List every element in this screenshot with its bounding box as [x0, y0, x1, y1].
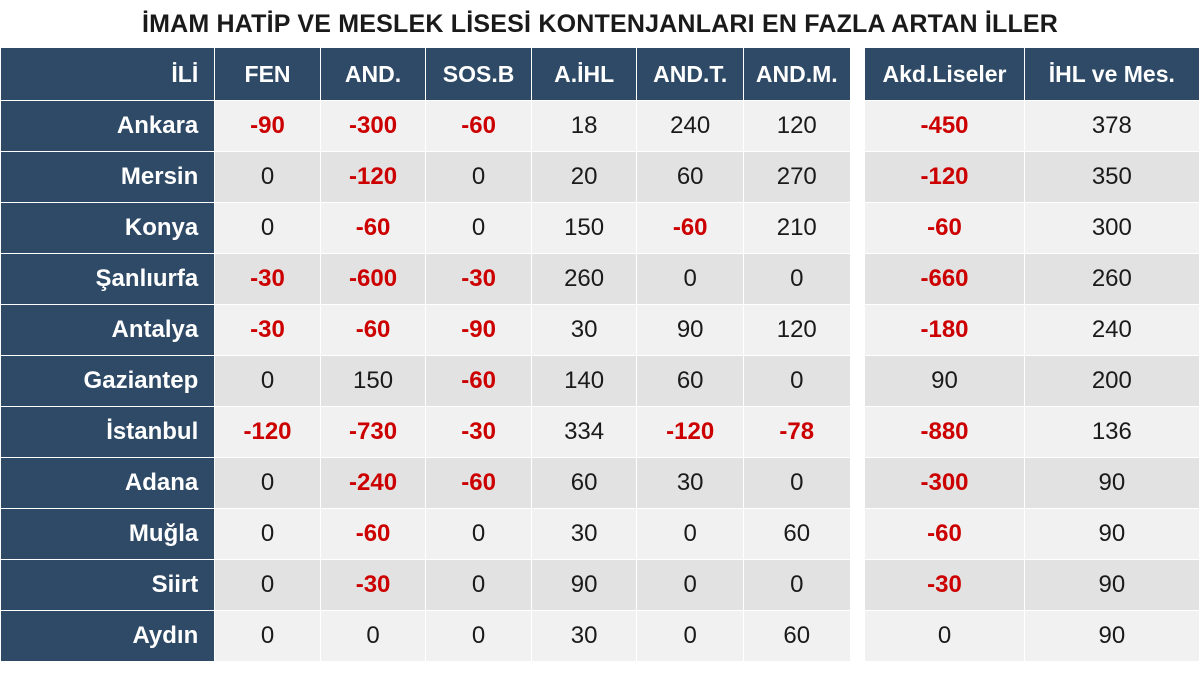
page-title: İMAM HATİP VE MESLEK LİSESİ KONTENJANLARI EN FAZLA ARTAN İLLER [141, 10, 1059, 38]
cell-value: -120 [215, 407, 321, 458]
cell-value: -730 [320, 407, 426, 458]
cell-summary-value: 300 [1024, 203, 1199, 254]
cell-summary-value: 378 [1024, 101, 1199, 152]
row-province-label: Siirt [1, 560, 215, 611]
cell-value: 30 [531, 611, 637, 662]
column-header-andt: AND.T. [637, 48, 744, 101]
cell-value: 30 [637, 458, 744, 509]
row-gap [850, 152, 865, 203]
table-row [1, 101, 1200, 152]
cell-value: 0 [637, 560, 744, 611]
row-province-label: Gaziantep [1, 356, 215, 407]
cell-value: 0 [426, 560, 532, 611]
row-gap [850, 356, 865, 407]
row-province-label: Antalya [1, 305, 215, 356]
cell-value: -60 [426, 458, 532, 509]
cell-summary-value: -120 [865, 152, 1024, 203]
column-header-andm: AND.M. [743, 48, 850, 101]
cell-value: -240 [320, 458, 426, 509]
cell-value: -120 [320, 152, 426, 203]
cell-value: 20 [531, 152, 637, 203]
cell-value: 0 [215, 458, 321, 509]
cell-value: -60 [320, 509, 426, 560]
cell-value: -78 [743, 407, 850, 458]
cell-value: 30 [531, 305, 637, 356]
cell-summary-value: 260 [1024, 254, 1199, 305]
cell-value: -600 [320, 254, 426, 305]
row-province-label: Ankara [1, 101, 215, 152]
cell-value: 120 [743, 305, 850, 356]
cell-summary-value: -300 [865, 458, 1024, 509]
cell-value: 0 [426, 203, 532, 254]
cell-value: 0 [215, 203, 321, 254]
cell-summary-value: -60 [865, 509, 1024, 560]
quota-table [0, 47, 1200, 662]
cell-value: -60 [426, 356, 532, 407]
cell-value: -30 [215, 305, 321, 356]
cell-value: 60 [637, 152, 744, 203]
cell-value: -30 [215, 254, 321, 305]
cell-value: 260 [531, 254, 637, 305]
row-gap [850, 101, 865, 152]
cell-summary-value: 90 [1024, 560, 1199, 611]
header-row [1, 48, 1200, 101]
cell-value: 90 [637, 305, 744, 356]
row-province-label: Şanlıurfa [1, 254, 215, 305]
column-header-aihl: A.İHL [531, 48, 637, 101]
cell-summary-value: -180 [865, 305, 1024, 356]
row-province-label: Mersin [1, 152, 215, 203]
cell-summary-value: 90 [865, 356, 1024, 407]
cell-value: 270 [743, 152, 850, 203]
cell-value: 60 [743, 509, 850, 560]
cell-value: -60 [320, 203, 426, 254]
row-gap [850, 407, 865, 458]
cell-value: 120 [743, 101, 850, 152]
cell-value: 0 [743, 356, 850, 407]
cell-value: 30 [531, 509, 637, 560]
row-gap [850, 254, 865, 305]
cell-value: 210 [743, 203, 850, 254]
cell-summary-value: 240 [1024, 305, 1199, 356]
table-row [1, 254, 1200, 305]
column-header-province: İLİ [1, 48, 215, 101]
column-gap [850, 48, 865, 101]
cell-value: 0 [320, 611, 426, 662]
cell-value: -120 [637, 407, 744, 458]
cell-value: 240 [637, 101, 744, 152]
column-header-ihl-ve-mes: İHL ve Mes. [1024, 48, 1199, 101]
table-row [1, 458, 1200, 509]
table-row [1, 152, 1200, 203]
cell-value: 0 [743, 560, 850, 611]
cell-value: 0 [426, 509, 532, 560]
table-row [1, 407, 1200, 458]
cell-value: 140 [531, 356, 637, 407]
cell-value: -30 [426, 407, 532, 458]
row-gap [850, 203, 865, 254]
table-row [1, 356, 1200, 407]
cell-summary-value: -450 [865, 101, 1024, 152]
table-row [1, 560, 1200, 611]
row-province-label: Adana [1, 458, 215, 509]
cell-value: -30 [426, 254, 532, 305]
table-body [1, 101, 1200, 662]
row-province-label: Konya [1, 203, 215, 254]
row-gap [850, 458, 865, 509]
cell-value: 0 [637, 611, 744, 662]
cell-summary-value: 0 [865, 611, 1024, 662]
cell-summary-value: -30 [865, 560, 1024, 611]
cell-value: 0 [426, 152, 532, 203]
row-province-label: İstanbul [1, 407, 215, 458]
cell-summary-value: 136 [1024, 407, 1199, 458]
cell-value: -60 [426, 101, 532, 152]
cell-summary-value: 90 [1024, 509, 1199, 560]
row-gap [850, 560, 865, 611]
cell-summary-value: -60 [865, 203, 1024, 254]
cell-summary-value: 350 [1024, 152, 1199, 203]
table-row [1, 611, 1200, 662]
row-province-label: Muğla [1, 509, 215, 560]
cell-value: 60 [531, 458, 637, 509]
row-gap [850, 611, 865, 662]
cell-value: 0 [743, 458, 850, 509]
cell-summary-value: 200 [1024, 356, 1199, 407]
cell-summary-value: 90 [1024, 458, 1199, 509]
table-header [1, 48, 1200, 101]
cell-value: -60 [320, 305, 426, 356]
cell-value: 0 [637, 509, 744, 560]
row-gap [850, 509, 865, 560]
cell-summary-value: -880 [865, 407, 1024, 458]
cell-summary-value: -660 [865, 254, 1024, 305]
cell-value: 0 [637, 254, 744, 305]
column-header-akd-liseler: Akd.Liseler [865, 48, 1024, 101]
cell-value: 18 [531, 101, 637, 152]
row-province-label: Aydın [1, 611, 215, 662]
cell-value: -30 [320, 560, 426, 611]
cell-value: 150 [320, 356, 426, 407]
cell-value: 0 [215, 611, 321, 662]
cell-value: 334 [531, 407, 637, 458]
cell-value: -60 [637, 203, 744, 254]
column-header-fen: FEN [215, 48, 321, 101]
table-row [1, 305, 1200, 356]
cell-value: 150 [531, 203, 637, 254]
cell-value: 0 [215, 356, 321, 407]
cell-value: 0 [215, 509, 321, 560]
cell-summary-value: 90 [1024, 611, 1199, 662]
cell-value: -300 [320, 101, 426, 152]
cell-value: 0 [743, 254, 850, 305]
row-gap [850, 305, 865, 356]
column-header-sosb: SOS.B [426, 48, 532, 101]
cell-value: -90 [215, 101, 321, 152]
cell-value: 0 [215, 152, 321, 203]
cell-value: 0 [426, 611, 532, 662]
table-row [1, 509, 1200, 560]
cell-value: 0 [215, 560, 321, 611]
column-header-and: AND. [320, 48, 426, 101]
table-row [1, 203, 1200, 254]
cell-value: 60 [637, 356, 744, 407]
cell-value: 60 [743, 611, 850, 662]
cell-value: 90 [531, 560, 637, 611]
cell-value: -90 [426, 305, 532, 356]
